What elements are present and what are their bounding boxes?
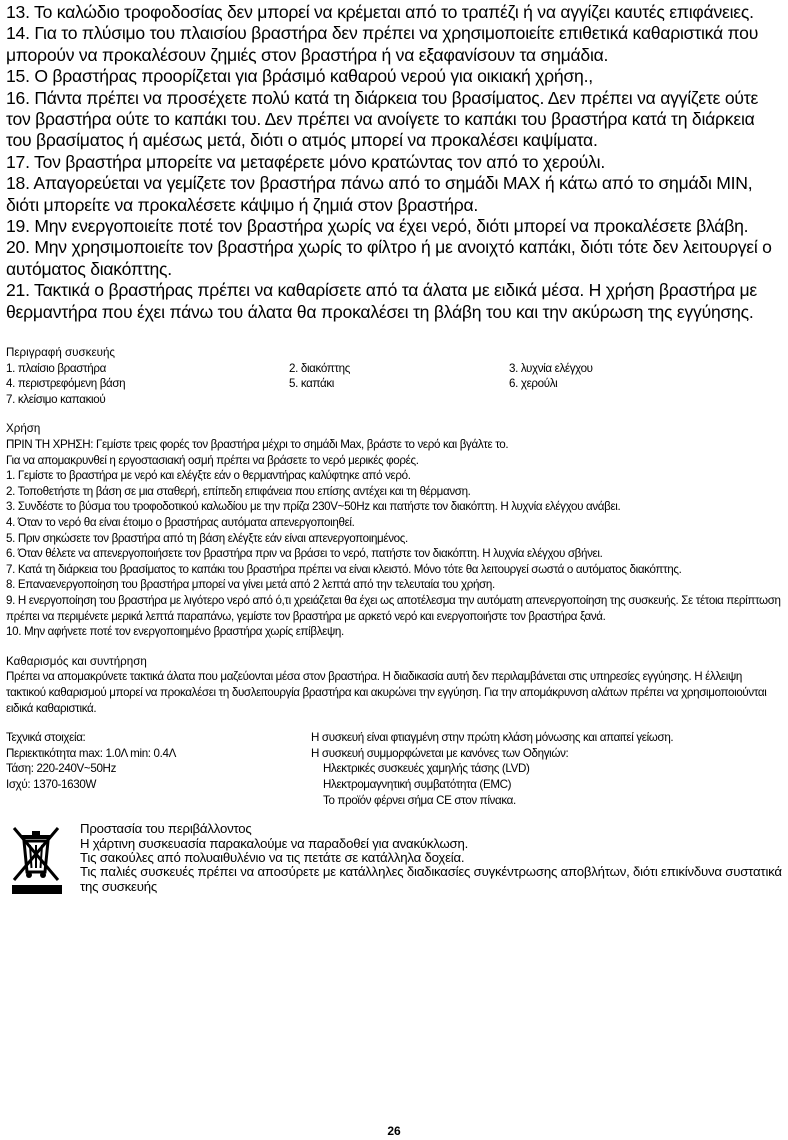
environment-line: Τις σακούλες από πολυαιθυλένιο να τις πετάτε σε κατάλληλα δοχεία. <box>80 849 465 865</box>
instruction-item: 15. Ο βραστήρας προορίζεται για βράσιμό καθαρού νερού για οικιακή χρήση., <box>6 66 593 87</box>
usage-section <box>6 421 784 639</box>
directives-note: Η συσκευή συμμορφώνεται με κανόνες των Οδηγιών: <box>311 746 569 760</box>
usage-title: Χρήση <box>6 422 41 436</box>
usage-line: Για να απομακρυνθεί η εργοστασιακή οσμή πρέπει να βράσετε το νερό μερικές φορές. <box>6 453 419 467</box>
part-item: 7. κλείσιμο καπακιού <box>6 392 106 406</box>
technical-section <box>6 730 784 808</box>
usage-line: 6. Όταν θέλετε να απενεργοποιήσετε τον βραστήρα πριν να βράσει το νερό, πατήστε τον διακόπτη. Η λυχνία ελέγχου σβήνει. <box>6 547 603 561</box>
instruction-item: 19. Μην ενεργοποιείτε ποτέ τον βραστήρα χωρίς να έχει νερό, διότι μπορεί να προκαλέσετε βλάβη. <box>6 216 749 237</box>
environment-line: Τις παλιές συσκευές πρέπει να αποσύρετε με κατάλληλες διαδικασίες συγκέντρωσης αποβλήτων, διότι επικίνδυνα συστατικά της συσκευής <box>80 864 782 894</box>
parts-title: Περιγραφή συσκευής <box>6 346 115 360</box>
tech-capacity: Περιεκτικότητα max: 1.0Λ min: 0.4Λ <box>6 746 177 760</box>
manual-page <box>6 2 784 896</box>
part-item: 1. πλαίσιο βραστήρα <box>6 361 106 375</box>
part-item: 4. περιστρεφόμενη βάση <box>6 377 126 391</box>
crossed-bin-icon <box>8 822 66 896</box>
usage-line: 5. Πριν σηκώσετε τον βραστήρα από τη βάση ελέγξτε εάν είναι απενεργοποιημένος. <box>6 531 408 545</box>
tech-voltage: Τάση: 220-240V~50Hz <box>6 762 117 776</box>
tech-title: Τεχνικά στοιχεία: <box>6 731 86 745</box>
emc-directive: Ηλεκτρομαγνητική συμβατότητα (EMC) <box>323 777 512 791</box>
technical-specs <box>6 730 311 808</box>
instruction-item: 14. Για το πλύσιμο του πλαισίου βραστήρα δεν πρέπει να χρησιμοποιείτε επιθετικά καθαριστικά που μπορούν να προκαλέσουν ζημιές στον βραστήρα ή να εξαφανίσουν τα σημάδια. <box>6 23 759 65</box>
tech-power: Ισχύ: 1370-1630W <box>6 777 97 791</box>
usage-line: 2. Τοποθετήστε τη βάση σε μια σταθερή, επίπεδη επιφάνεια που επίσης αντέχει και τη θέρμανση. <box>6 484 471 498</box>
usage-line: 4. Όταν το νερό θα είναι έτοιμο ο βραστήρας αυτόματα απενεργοποιηθεί. <box>6 516 355 530</box>
ce-mark-note: Το προϊόν φέρνει σήμα CE στον πίνακα. <box>323 793 516 807</box>
cleaning-text: Πρέπει να απομακρύνετε τακτικά άλατα που μαζεύονται μέσα στον βραστήρα. Η διαδικασία αυτή δεν περιλαμβάνεται στις υπηρεσίες εγγύησης. Η έλλειψη τακτικού καθαρισμού μπορεί να προκαλέσει τη δυσλειτουργία βραστήρα και ακυρώνει την εγγύηση. Για την απομάκρυνση αλάτων πρέπει να χρησιμοποιούνται ειδικά καθαριστικά. <box>6 670 767 715</box>
usage-line: 10. Μην αφήνετε ποτέ τον ενεργοποιημένο βραστήρα χωρίς επίβλεψη. <box>6 625 344 639</box>
usage-line: 3. Συνδέστε το βύσμα του τροφοδοτικού καλωδίου με την πρίζα 230V~50Hz και πατήστε τον διακόπτη. Η λυχνία ελέγχου ανάβει. <box>6 500 621 514</box>
part-item: 2. διακόπτης <box>289 361 350 375</box>
instruction-item: 18. Απαγορεύεται να γεμίζετε τον βραστήρα πάνω από το σημάδι MAX ή κάτω από το σημάδι MIN, διότι μπορείτε να προκαλέσετε κάψιμο ή ζημιά στον βραστήρα. <box>6 173 753 215</box>
environment-section <box>6 822 784 896</box>
environment-title: Προστασία του περιβάλλοντος <box>80 821 252 837</box>
environment-text <box>80 822 784 894</box>
instruction-item: 17. Τον βραστήρα μπορείτε να μεταφέρετε μόνο κρατώντας τον από το χερούλι. <box>6 151 605 172</box>
cleaning-section <box>6 654 784 716</box>
usage-line: 1. Γεμίστε το βραστήρα με νερό και ελέγξτε εάν ο θερμαντήρας καλύφτηκε από νερό. <box>6 469 411 483</box>
instruction-item: 20. Μην χρησιμοποιείτε τον βραστήρα χωρίς το φίλτρο ή με ανοιχτό καπάκι, διότι τότε δεν λειτουργεί ο αυτόματος διακόπτης. <box>6 237 772 279</box>
compliance-notes <box>311 730 781 808</box>
instruction-item: 16. Πάντα πρέπει να προσέχετε πολύ κατά τη διάρκεια του βρασίματος. Δεν πρέπει να αγγίζετε ούτε τον βραστήρα ούτε το καπάκι του. Δεν πρέπει να ανοίγετε το καπάκι του βραστήρα κατά τη διάρκεια του βρασίματος ή αμέσως μετά, διότι ο ατμός μπορεί να προκαλέσει καψίματα. <box>6 87 759 151</box>
page-number: 26 <box>387 1124 401 1138</box>
device-parts <box>6 345 784 407</box>
part-item: 6. χερούλι <box>509 377 558 391</box>
usage-line: 8. Επαναενεργοποίηση του βραστήρα μπορεί να γίνει μετά από 2 λεπτά από την τελευταία του χρήση. <box>6 578 495 592</box>
usage-line: ΠΡΙΝ ΤΗ ΧΡΗΣΗ: Γεμίστε τρεις φορές τον βραστήρα μέχρι το σημάδι Max, βράστε το νερό και βγάλτε το. <box>6 438 509 452</box>
usage-line: 7. Κατά τη διάρκεια του βρασίματος το καπάκι του βραστήρα πρέπει να είναι κλειστό. Μόνο τότε θα λειτουργεί σωστά ο αυτόματος διακόπτης. <box>6 562 682 576</box>
environment-line: Η χάρτινη συσκευασία παρακαλούμε να παραδοθεί για ανακύκλωση. <box>80 835 469 851</box>
cleaning-title: Καθαρισμός και συντήρηση <box>6 654 147 668</box>
parts-list <box>6 361 784 408</box>
usage-line: 9. Η ενεργοποίηση του βραστήρα με λιγότερο νερό από ό,τι χρειάζεται θα έχει ως αποτέλεσμα την αυτόματη απενεργοποίηση της συσκευής. Σε τέτοια περίπτωση πρέπει να περιμένετε μερικά λεπτά παραπάνω, γεμίστε τον βραστήρα με αρκετό νερό και ενεργοποιήστε τον βραστήρα ξανά. <box>6 594 781 623</box>
instruction-item: 21. Τακτικά ο βραστήρας πρέπει να καθαρίσετε από τα άλατα με ειδικά μέσα. Η χρήση βραστήρα με θερμαντήρα που έχει πάνω του άλατα θα προκαλέσει τη βλάβη του και την ακύρωση της εγγύησης. <box>6 280 758 322</box>
insulation-class-note: Η συσκευή είναι φτιαγμένη στην πρώτη κλάση μόνωσης και απαιτεί γείωση. <box>311 731 674 745</box>
instruction-item: 13. Το καλώδιο τροφοδοσίας δεν μπορεί να κρέμεται από το τραπέζι ή να αγγίζει καυτές επιφάνειες. <box>6 2 754 22</box>
lvd-directive: Ηλεκτρικές συσκευές χαμηλής τάσης (LVD) <box>323 762 530 776</box>
part-item: 3. λυχνία ελέγχου <box>509 361 593 375</box>
part-item: 5. καπάκι <box>289 377 335 391</box>
safety-instructions <box>6 2 784 323</box>
